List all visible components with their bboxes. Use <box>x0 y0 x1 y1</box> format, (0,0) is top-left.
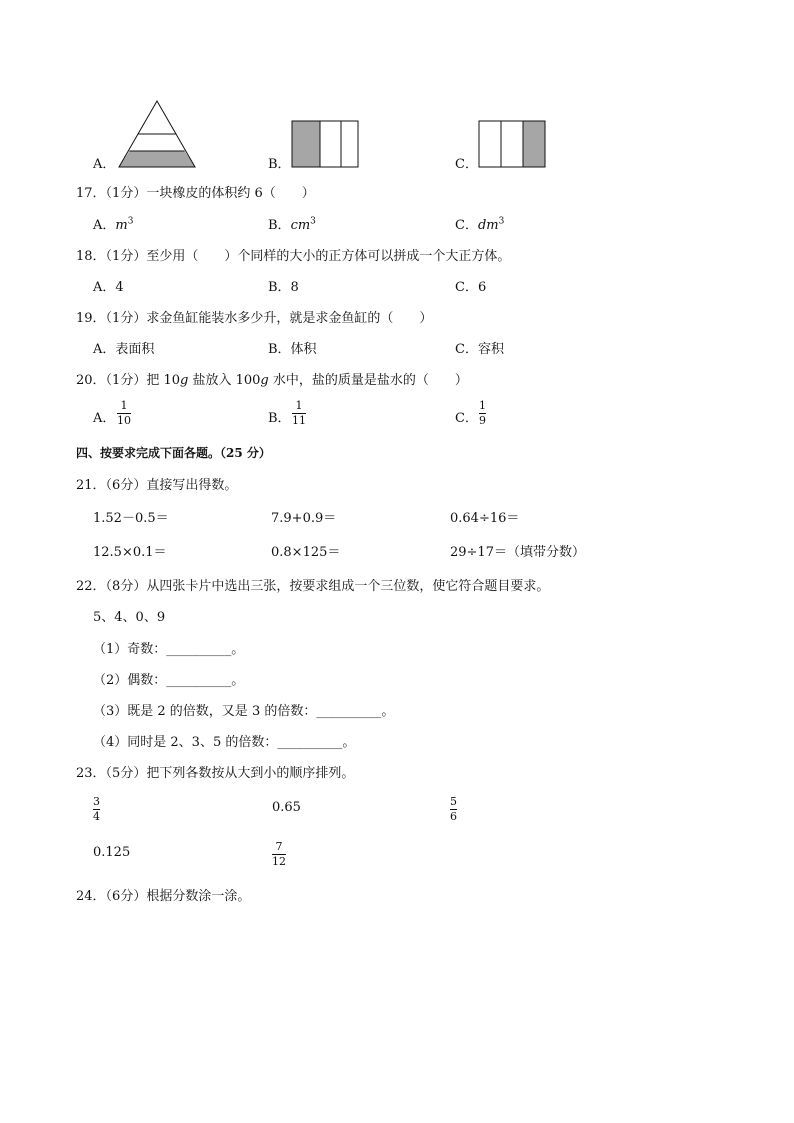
q16-option-b-rectangle[interactable] <box>291 120 361 169</box>
q18-option-c[interactable]: C．6 <box>455 280 487 295</box>
q16-option-a-label: A． <box>93 157 116 172</box>
q23-decimal-2: 0.125 <box>93 845 131 860</box>
q17-option-c[interactable] <box>455 218 504 234</box>
q24-stem: 24．（6分）根据分数涂一涂。 <box>76 889 251 904</box>
q22-cards: 5、4、0、9 <box>93 610 166 625</box>
q22-sub-3: （3）既是 2 的倍数，又是 3 的倍数：__________。 <box>93 704 395 719</box>
q17-option-a[interactable] <box>93 218 133 234</box>
q22-sub-4: （4）同时是 2、3、5 的倍数：__________。 <box>93 735 356 750</box>
q20-option-a-num: 1 <box>120 399 128 412</box>
q20-option-b-den: 11 <box>292 414 306 427</box>
q23-frac3-den: 12 <box>272 855 286 868</box>
q16-option-b-label: B． <box>268 157 291 172</box>
q20-option-a-fraction[interactable] <box>117 400 131 427</box>
q20-option-c-letter[interactable]: C． <box>455 411 478 426</box>
q18-option-b[interactable]: B．8 <box>268 280 299 295</box>
q17-option-b-sup: 3 <box>310 216 316 227</box>
q23-stem: 23．（5分）把下列各数按从大到小的顺序排列。 <box>76 766 355 781</box>
q17-option-b-unit: cm <box>290 218 311 233</box>
q22-sub-2: （2）偶数：__________。 <box>93 673 245 688</box>
q20-stem-unit-2: g <box>260 373 269 388</box>
q23-fraction-3-4 <box>93 796 100 823</box>
q21-item-6: 29÷17＝（填带分数） <box>450 545 585 560</box>
q17-stem: 17．（1分）一块橡皮的体积约 6（ ） <box>76 186 315 201</box>
q19-stem: 19．（1分）求金鱼缸能装水多少升，就是求金鱼缸的（ ） <box>76 311 433 326</box>
q21-item-5: 0.8×125＝ <box>271 545 341 560</box>
q16-option-c-rectangle[interactable] <box>478 120 548 169</box>
q23-frac1-num: 3 <box>93 795 100 808</box>
q20-option-c-den: 9 <box>479 414 486 427</box>
q23-frac1-den: 4 <box>93 810 100 823</box>
q17-option-c-unit: dm <box>477 218 499 233</box>
q23-frac2-num: 5 <box>450 795 457 808</box>
q17-option-c-sup: 3 <box>498 216 505 227</box>
q18-option-a[interactable]: A．4 <box>93 280 124 295</box>
q20-option-a-den: 10 <box>117 414 131 427</box>
q21-stem: 21．（6分）直接写出得数。 <box>76 478 238 493</box>
q20-option-b-fraction[interactable] <box>292 400 306 427</box>
q22-stem: 22．（8分）从四张卡片中选出三张，按要求组成一个三位数，使它符合题目要求。 <box>76 579 550 594</box>
q20-option-b-letter[interactable]: B． <box>268 411 291 426</box>
q17-option-a-sup: 3 <box>127 216 134 227</box>
q16-c-shaded-part <box>523 121 545 167</box>
q16-option-c-label: C． <box>455 157 478 172</box>
q21-item-3: 0.64÷16＝ <box>450 511 520 526</box>
q17-option-a-unit: m <box>115 218 128 233</box>
q19-option-c[interactable]: C．容积 <box>455 342 504 357</box>
section-4-title: 四、按要求完成下面各题。（25 分） <box>76 446 271 460</box>
q19-option-a[interactable]: A．表面积 <box>93 342 155 357</box>
q16-b-shaded-part <box>292 121 320 167</box>
q23-frac3-num: 7 <box>275 840 283 853</box>
q17-option-b-letter: B． <box>268 218 291 233</box>
q21-item-2: 7.9+0.9＝ <box>271 511 337 526</box>
q18-stem: 18．（1分）至少用（ ）个同样的大小的正方体可以拼成一个大正方体。 <box>76 249 511 264</box>
q20-option-c-fraction[interactable] <box>479 400 486 427</box>
q23-frac2-den: 6 <box>450 810 457 823</box>
q20-option-c-num: 1 <box>479 399 486 412</box>
q17-option-b[interactable] <box>268 218 316 234</box>
q20-stem-pre: 20．（1分）把 10 <box>76 373 180 388</box>
q17-option-c-letter: C． <box>455 218 478 233</box>
q23-fraction-7-12 <box>272 841 286 868</box>
q20-option-a-letter[interactable]: A． <box>93 411 116 426</box>
q21-item-4: 12.5×0.1＝ <box>93 545 167 560</box>
q16-option-a-triangle[interactable] <box>117 99 199 169</box>
q20-stem-mid: 盐放入 100 <box>188 373 261 388</box>
q20-stem-unit-1: g <box>180 373 189 388</box>
q17-option-a-letter: A． <box>93 218 116 233</box>
q22-sub-1: （1）奇数：__________。 <box>93 642 245 657</box>
q21-item-1: 1.52－0.5＝ <box>93 511 169 526</box>
q19-option-b[interactable]: B．体积 <box>268 342 317 357</box>
q20-stem <box>76 373 468 389</box>
q23-fraction-5-6 <box>450 796 457 823</box>
q16-triangle-bottom-band <box>119 151 195 167</box>
q20-option-b-num: 1 <box>295 399 303 412</box>
q20-stem-post: 水中，盐的质量是盐水的（ ） <box>268 373 468 388</box>
q23-decimal-1: 0.65 <box>272 800 301 815</box>
